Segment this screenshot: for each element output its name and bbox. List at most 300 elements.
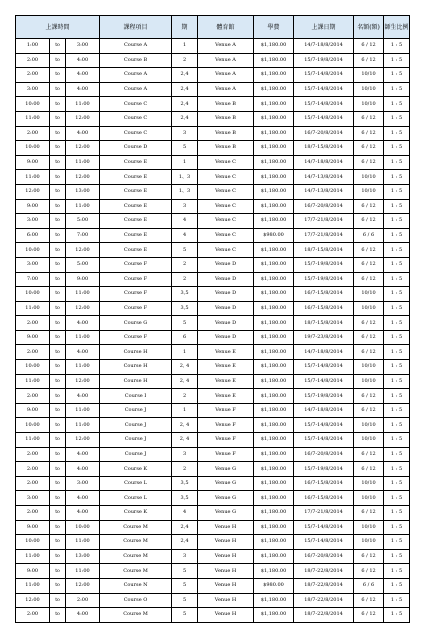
cell-end-time: 11:00 xyxy=(66,360,100,375)
cell-quota: 10/10 xyxy=(354,170,384,185)
cell-sessions: 2,4 xyxy=(172,97,198,112)
cell-date: 18/7-15/8/2014 xyxy=(294,141,354,156)
cell-to: to xyxy=(50,578,66,593)
cell-fee: $980.00 xyxy=(254,228,294,243)
cell-ratio: 1 : 5 xyxy=(384,111,410,126)
cell-quota: 10/10 xyxy=(354,97,384,112)
cell-end-time: 3:00 xyxy=(66,39,100,54)
cell-start-time: 10:00 xyxy=(16,418,50,433)
cell-course: Course F xyxy=(100,257,172,272)
cell-ratio: 1 : 5 xyxy=(384,360,410,375)
cell-quota: 6 / 12 xyxy=(354,199,384,214)
cell-fee: $1,180.00 xyxy=(254,53,294,68)
cell-date: 16/7-20/8/2014 xyxy=(294,549,354,564)
cell-date: 16/7-15/8/2014 xyxy=(294,301,354,316)
cell-end-time: 2:00 xyxy=(66,593,100,608)
cell-venue: Venue D xyxy=(198,330,254,345)
cell-to: to xyxy=(50,608,66,623)
cell-fee: $1,180.00 xyxy=(254,403,294,418)
cell-start-time: 3:00 xyxy=(16,214,50,229)
cell-to: to xyxy=(50,433,66,448)
cell-sessions: 4 xyxy=(172,214,198,229)
cell-ratio: 1 : 5 xyxy=(384,141,410,156)
cell-start-time: 9:00 xyxy=(16,403,50,418)
cell-course: Course C xyxy=(100,97,172,112)
cell-quota: 10/10 xyxy=(354,374,384,389)
cell-venue: Venue E xyxy=(198,389,254,404)
cell-sessions: 2,4 xyxy=(172,535,198,550)
cell-date: 15/7-14/8/2014 xyxy=(294,418,354,433)
cell-quota: 10/10 xyxy=(354,535,384,550)
cell-sessions: 1 xyxy=(172,345,198,360)
cell-sessions: 3,5 xyxy=(172,301,198,316)
cell-fee: $1,180.00 xyxy=(254,564,294,579)
cell-venue: Venue E xyxy=(198,345,254,360)
cell-sessions: 1 xyxy=(172,155,198,170)
cell-sessions: 5 xyxy=(172,593,198,608)
cell-sessions: 2 xyxy=(172,272,198,287)
cell-date: 18/7-22/8/2014 xyxy=(294,593,354,608)
cell-ratio: 1 : 5 xyxy=(384,535,410,550)
cell-fee: $1,180.00 xyxy=(254,360,294,375)
cell-sessions: 3,5 xyxy=(172,491,198,506)
cell-date: 15/7-14/8/2014 xyxy=(294,97,354,112)
cell-sessions: 2 xyxy=(172,53,198,68)
cell-date: 16/7-20/8/2014 xyxy=(294,126,354,141)
cell-to: to xyxy=(50,593,66,608)
cell-course: Course H xyxy=(100,360,172,375)
cell-venue: Venue A xyxy=(198,53,254,68)
table-row xyxy=(16,243,410,258)
cell-ratio: 1 : 5 xyxy=(384,345,410,360)
cell-quota: 6 / 12 xyxy=(354,403,384,418)
cell-fee: $1,180.00 xyxy=(254,184,294,199)
cell-start-time: 2:00 xyxy=(16,389,50,404)
cell-quota: 6 / 12 xyxy=(354,447,384,462)
cell-sessions: 5 xyxy=(172,316,198,331)
cell-end-time: 11:00 xyxy=(66,418,100,433)
cell-quota: 6 / 6 xyxy=(354,578,384,593)
cell-end-time: 4:00 xyxy=(66,126,100,141)
cell-quota: 6 / 12 xyxy=(354,316,384,331)
cell-date: 14/7-18/8/2014 xyxy=(294,403,354,418)
cell-ratio: 1 : 5 xyxy=(384,257,410,272)
cell-sessions: 2, 4 xyxy=(172,418,198,433)
table-row xyxy=(16,53,410,68)
cell-start-time: 11:00 xyxy=(16,111,50,126)
cell-ratio: 1 : 5 xyxy=(384,53,410,68)
cell-quota: 10/10 xyxy=(354,184,384,199)
cell-start-time: 2:00 xyxy=(16,126,50,141)
cell-course: Course J xyxy=(100,447,172,462)
cell-quota: 6 / 12 xyxy=(354,53,384,68)
cell-end-time: 13:00 xyxy=(66,549,100,564)
cell-to: to xyxy=(50,520,66,535)
cell-quota: 6 / 12 xyxy=(354,608,384,623)
cell-course: Course C xyxy=(100,111,172,126)
cell-to: to xyxy=(50,155,66,170)
cell-venue: Venue B xyxy=(198,97,254,112)
cell-ratio: 1 : 5 xyxy=(384,184,410,199)
cell-course: Course L xyxy=(100,491,172,506)
cell-venue: Venue D xyxy=(198,272,254,287)
cell-sessions: 2,4 xyxy=(172,82,198,97)
cell-venue: Venue G xyxy=(198,462,254,477)
cell-quota: 6 / 12 xyxy=(354,214,384,229)
cell-course: Course B xyxy=(100,53,172,68)
cell-ratio: 1 : 5 xyxy=(384,126,410,141)
cell-end-time: 4:00 xyxy=(66,53,100,68)
cell-date: 15/7-19/8/2014 xyxy=(294,272,354,287)
cell-start-time: 2:00 xyxy=(16,447,50,462)
cell-to: to xyxy=(50,301,66,316)
table-row xyxy=(16,360,410,375)
cell-start-time: 2:00 xyxy=(16,53,50,68)
cell-fee: $1,180.00 xyxy=(254,39,294,54)
cell-to: to xyxy=(50,214,66,229)
cell-to: to xyxy=(50,170,66,185)
cell-quota: 10/10 xyxy=(354,491,384,506)
cell-to: to xyxy=(50,564,66,579)
cell-quota: 6 / 12 xyxy=(354,126,384,141)
cell-quota: 10/10 xyxy=(354,476,384,491)
cell-end-time: 4:00 xyxy=(66,345,100,360)
cell-ratio: 1 : 5 xyxy=(384,433,410,448)
cell-ratio: 1 : 5 xyxy=(384,316,410,331)
cell-to: to xyxy=(50,272,66,287)
cell-fee: $1,180.00 xyxy=(254,111,294,126)
cell-start-time: 10:00 xyxy=(16,360,50,375)
cell-ratio: 1 : 5 xyxy=(384,491,410,506)
cell-date: 14/7-18/8/2014 xyxy=(294,155,354,170)
cell-course: Course M xyxy=(100,535,172,550)
cell-sessions: 1 xyxy=(172,403,198,418)
cell-ratio: 1 : 5 xyxy=(384,199,410,214)
header-course: 課程項目 xyxy=(100,16,172,39)
cell-ratio: 1 : 5 xyxy=(384,476,410,491)
cell-date: 16/7-20/8/2014 xyxy=(294,199,354,214)
cell-course: Course E xyxy=(100,155,172,170)
cell-end-time: 11:00 xyxy=(66,199,100,214)
cell-course: Course F xyxy=(100,272,172,287)
cell-venue: Venue H xyxy=(198,549,254,564)
table-row xyxy=(16,330,410,345)
cell-ratio: 1 : 5 xyxy=(384,418,410,433)
cell-fee: $1,180.00 xyxy=(254,345,294,360)
cell-ratio: 1 : 5 xyxy=(384,228,410,243)
cell-quota: 6 / 12 xyxy=(354,506,384,521)
cell-venue: Venue D xyxy=(198,316,254,331)
cell-to: to xyxy=(50,257,66,272)
cell-course: Course J xyxy=(100,403,172,418)
cell-date: 19/7-23/8/2014 xyxy=(294,330,354,345)
cell-date: 16/7-15/8/2014 xyxy=(294,476,354,491)
cell-start-time: 2:00 xyxy=(16,476,50,491)
cell-to: to xyxy=(50,491,66,506)
cell-ratio: 1 : 5 xyxy=(384,564,410,579)
table-row xyxy=(16,578,410,593)
cell-start-time: 10:00 xyxy=(16,287,50,302)
cell-quota: 10/10 xyxy=(354,360,384,375)
cell-date: 15/7-14/8/2014 xyxy=(294,360,354,375)
cell-date: 15/7-14/8/2014 xyxy=(294,433,354,448)
cell-quota: 10/10 xyxy=(354,301,384,316)
cell-start-time: 2:00 xyxy=(16,506,50,521)
cell-fee: $1,180.00 xyxy=(254,462,294,477)
cell-sessions: 3 xyxy=(172,199,198,214)
cell-to: to xyxy=(50,418,66,433)
cell-course: Course I xyxy=(100,389,172,404)
cell-to: to xyxy=(50,374,66,389)
cell-sessions: 2, 4 xyxy=(172,433,198,448)
cell-venue: Venue B xyxy=(198,111,254,126)
cell-end-time: 12:00 xyxy=(66,141,100,156)
table-row xyxy=(16,447,410,462)
cell-quota: 6 / 12 xyxy=(354,330,384,345)
cell-to: to xyxy=(50,462,66,477)
table-row xyxy=(16,374,410,389)
cell-date: 15/7-14/8/2014 xyxy=(294,374,354,389)
cell-start-time: 3:00 xyxy=(16,82,50,97)
cell-end-time: 12:00 xyxy=(66,243,100,258)
cell-fee: $1,180.00 xyxy=(254,418,294,433)
cell-ratio: 1 : 5 xyxy=(384,170,410,185)
cell-venue: Venue F xyxy=(198,418,254,433)
cell-quota: 6 / 12 xyxy=(354,243,384,258)
cell-fee: $1,180.00 xyxy=(254,287,294,302)
cell-venue: Venue C xyxy=(198,243,254,258)
cell-date: 14/7-13/8/2014 xyxy=(294,170,354,185)
cell-end-time: 4:00 xyxy=(66,608,100,623)
cell-fee: $1,180.00 xyxy=(254,82,294,97)
cell-quota: 10/10 xyxy=(354,82,384,97)
cell-course: Course E xyxy=(100,214,172,229)
cell-ratio: 1 : 5 xyxy=(384,272,410,287)
course-schedule-table xyxy=(15,15,410,623)
table-row xyxy=(16,184,410,199)
cell-fee: $1,180.00 xyxy=(254,141,294,156)
cell-sessions: 4 xyxy=(172,228,198,243)
cell-to: to xyxy=(50,39,66,54)
cell-start-time: 9:00 xyxy=(16,199,50,214)
cell-quota: 6 / 12 xyxy=(354,257,384,272)
cell-start-time: 2:00 xyxy=(16,608,50,623)
cell-date: 15/7-14/8/2014 xyxy=(294,111,354,126)
cell-date: 15/7-14/8/2014 xyxy=(294,520,354,535)
cell-fee: $1,180.00 xyxy=(254,301,294,316)
cell-end-time: 7:00 xyxy=(66,228,100,243)
table-row xyxy=(16,535,410,550)
cell-ratio: 1 : 5 xyxy=(384,578,410,593)
cell-date: 15/7-14/8/2014 xyxy=(294,68,354,83)
cell-start-time: 12:00 xyxy=(16,593,50,608)
cell-ratio: 1 : 5 xyxy=(384,593,410,608)
cell-quota: 6 / 12 xyxy=(354,549,384,564)
cell-end-time: 11:00 xyxy=(66,403,100,418)
cell-date: 15/7-19/8/2014 xyxy=(294,257,354,272)
cell-date: 16/7-15/8/2014 xyxy=(294,287,354,302)
cell-date: 17/7-21/8/2014 xyxy=(294,506,354,521)
cell-venue: Venue A xyxy=(198,39,254,54)
cell-fee: $1,180.00 xyxy=(254,491,294,506)
table-row xyxy=(16,564,410,579)
cell-end-time: 11:00 xyxy=(66,535,100,550)
cell-venue: Venue C xyxy=(198,199,254,214)
cell-start-time: 7:00 xyxy=(16,272,50,287)
cell-course: Course K xyxy=(100,506,172,521)
cell-date: 16/7-20/8/2014 xyxy=(294,447,354,462)
table-row xyxy=(16,491,410,506)
cell-end-time: 4:00 xyxy=(66,82,100,97)
table-row xyxy=(16,316,410,331)
cell-end-time: 12:00 xyxy=(66,301,100,316)
header-date: 上課日期 xyxy=(294,16,354,39)
table-header xyxy=(16,16,410,39)
cell-start-time: 3:00 xyxy=(16,491,50,506)
table-row xyxy=(16,476,410,491)
cell-start-time: 6:00 xyxy=(16,228,50,243)
cell-date: 16/7-15/8/2014 xyxy=(294,491,354,506)
cell-ratio: 1 : 5 xyxy=(384,97,410,112)
cell-fee: $1,180.00 xyxy=(254,330,294,345)
cell-quota: 6 / 12 xyxy=(354,345,384,360)
cell-venue: Venue E xyxy=(198,360,254,375)
cell-course: Course M xyxy=(100,520,172,535)
cell-course: Course F xyxy=(100,301,172,316)
cell-end-time: 4:00 xyxy=(66,389,100,404)
cell-to: to xyxy=(50,141,66,156)
cell-sessions: 3,5 xyxy=(172,476,198,491)
cell-ratio: 1 : 5 xyxy=(384,549,410,564)
header-sessions: 期 xyxy=(172,16,198,39)
cell-fee: $1,180.00 xyxy=(254,374,294,389)
cell-ratio: 1 : 5 xyxy=(384,39,410,54)
table-row xyxy=(16,82,410,97)
cell-start-time: 11:00 xyxy=(16,374,50,389)
cell-course: Course H xyxy=(100,345,172,360)
table-row xyxy=(16,301,410,316)
cell-ratio: 1 : 5 xyxy=(384,374,410,389)
cell-venue: Venue F xyxy=(198,433,254,448)
cell-to: to xyxy=(50,316,66,331)
cell-course: Course E xyxy=(100,243,172,258)
cell-end-time: 3:00 xyxy=(66,476,100,491)
cell-ratio: 1 : 5 xyxy=(384,243,410,258)
cell-course: Course L xyxy=(100,476,172,491)
cell-venue: Venue H xyxy=(198,578,254,593)
cell-quota: 6 / 12 xyxy=(354,389,384,404)
cell-start-time: 9:00 xyxy=(16,520,50,535)
table-row xyxy=(16,257,410,272)
cell-course: Course G xyxy=(100,316,172,331)
cell-venue: Venue H xyxy=(198,564,254,579)
cell-ratio: 1 : 5 xyxy=(384,68,410,83)
cell-to: to xyxy=(50,345,66,360)
cell-venue: Venue D xyxy=(198,287,254,302)
cell-sessions: 2 xyxy=(172,389,198,404)
cell-course: Course O xyxy=(100,593,172,608)
cell-to: to xyxy=(50,360,66,375)
cell-fee: $1,180.00 xyxy=(254,389,294,404)
table-row xyxy=(16,97,410,112)
cell-ratio: 1 : 5 xyxy=(384,506,410,521)
cell-start-time: 10:00 xyxy=(16,141,50,156)
cell-sessions: 5 xyxy=(172,243,198,258)
cell-end-time: 9:00 xyxy=(66,272,100,287)
cell-venue: Venue G xyxy=(198,476,254,491)
cell-venue: Venue G xyxy=(198,506,254,521)
header-ratio: 師生比例 xyxy=(384,16,410,39)
cell-start-time: 10:00 xyxy=(16,243,50,258)
cell-course: Course E xyxy=(100,170,172,185)
cell-end-time: 11:00 xyxy=(66,330,100,345)
cell-quota: 10/10 xyxy=(354,520,384,535)
cell-date: 15/7-14/8/2014 xyxy=(294,82,354,97)
cell-sessions: 2, 4 xyxy=(172,374,198,389)
cell-sessions: 5 xyxy=(172,141,198,156)
table-row xyxy=(16,141,410,156)
cell-venue: Venue C xyxy=(198,228,254,243)
cell-sessions: 2 xyxy=(172,257,198,272)
cell-date: 15/7-19/8/2014 xyxy=(294,389,354,404)
table-row xyxy=(16,389,410,404)
cell-sessions: 3 xyxy=(172,126,198,141)
cell-fee: $1,180.00 xyxy=(254,535,294,550)
cell-start-time: 11:00 xyxy=(16,433,50,448)
cell-course: Course K xyxy=(100,462,172,477)
cell-to: to xyxy=(50,82,66,97)
cell-to: to xyxy=(50,506,66,521)
cell-start-time: 9:00 xyxy=(16,564,50,579)
cell-start-time: 11:00 xyxy=(16,549,50,564)
cell-course: Course H xyxy=(100,374,172,389)
cell-venue: Venue C xyxy=(198,214,254,229)
table-row xyxy=(16,228,410,243)
cell-end-time: 10:00 xyxy=(66,520,100,535)
course-schedule-sheet xyxy=(15,15,409,623)
table-row xyxy=(16,433,410,448)
header-time: 上課時間 xyxy=(16,16,100,39)
cell-fee: $1,180.00 xyxy=(254,506,294,521)
cell-venue: Venue C xyxy=(198,170,254,185)
cell-end-time: 12:00 xyxy=(66,111,100,126)
cell-end-time: 11:00 xyxy=(66,155,100,170)
cell-to: to xyxy=(50,199,66,214)
cell-sessions: 1、3 xyxy=(172,170,198,185)
header-fee: 學費 xyxy=(254,16,294,39)
cell-sessions: 3 xyxy=(172,549,198,564)
cell-venue: Venue F xyxy=(198,403,254,418)
cell-quota: 10/10 xyxy=(354,433,384,448)
cell-end-time: 4:00 xyxy=(66,506,100,521)
cell-to: to xyxy=(50,126,66,141)
cell-venue: Venue H xyxy=(198,608,254,623)
table-row xyxy=(16,520,410,535)
cell-fee: $1,180.00 xyxy=(254,593,294,608)
cell-to: to xyxy=(50,403,66,418)
cell-sessions: 3,5 xyxy=(172,287,198,302)
cell-to: to xyxy=(50,68,66,83)
cell-course: Course A xyxy=(100,82,172,97)
table-row xyxy=(16,593,410,608)
cell-fee: $980.00 xyxy=(254,578,294,593)
cell-start-time: 11:00 xyxy=(16,578,50,593)
cell-fee: $1,180.00 xyxy=(254,170,294,185)
cell-sessions: 5 xyxy=(172,564,198,579)
cell-date: 15/7-14/8/2014 xyxy=(294,535,354,550)
table-row xyxy=(16,403,410,418)
cell-quota: 6 / 12 xyxy=(354,141,384,156)
